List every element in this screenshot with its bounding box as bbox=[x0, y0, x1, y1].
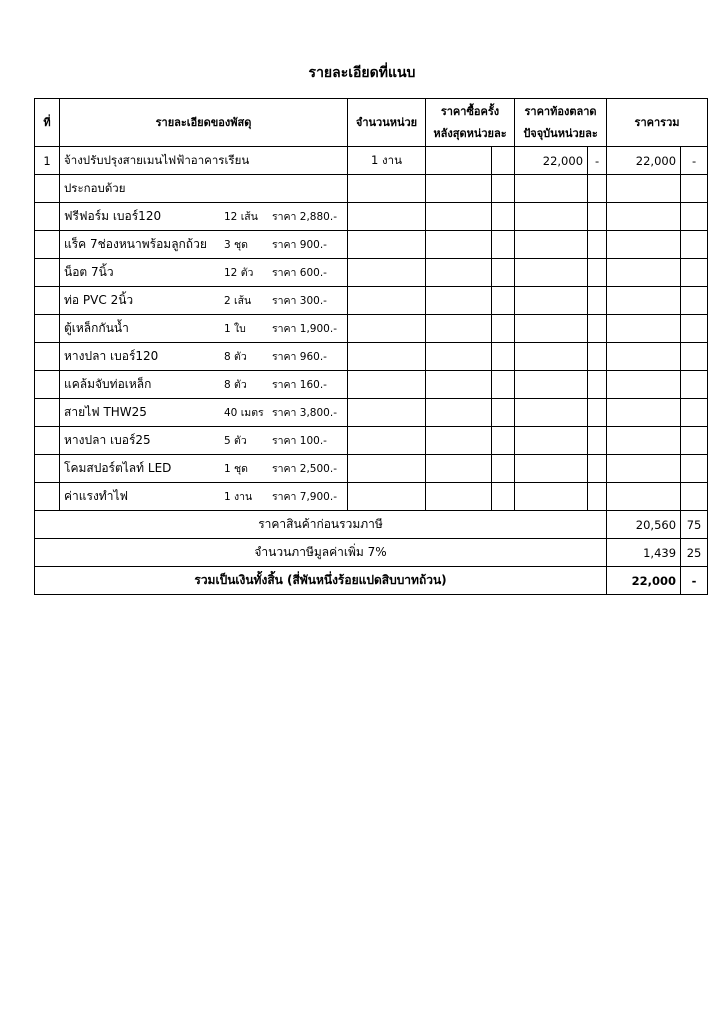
header-total: ราคารวม bbox=[607, 99, 708, 147]
component-price: ราคา 960.- bbox=[272, 351, 327, 363]
main-item-total-satang: - bbox=[681, 147, 708, 175]
component-row bbox=[35, 427, 708, 455]
component-qty: 1 ใบ bbox=[224, 323, 246, 335]
summary-satang: 75 bbox=[681, 511, 708, 539]
component-price: ราคา 300.- bbox=[272, 295, 327, 307]
items-table bbox=[34, 98, 708, 595]
summary-baht: 1,439 bbox=[607, 539, 681, 567]
component-price: ราคา 900.- bbox=[272, 239, 327, 251]
component-row bbox=[35, 315, 708, 343]
summary-row bbox=[35, 511, 708, 539]
component-qty: 2 เส้น bbox=[224, 295, 252, 307]
summary-row bbox=[35, 539, 708, 567]
component-qty: 3 ชุด bbox=[224, 239, 248, 251]
component-name: แคล้มจับท่อเหล็ก bbox=[64, 377, 152, 391]
component-name: หางปลา เบอร์25 bbox=[64, 433, 151, 447]
main-item-no: 1 bbox=[35, 147, 60, 175]
component-qty: 1 ชุด bbox=[224, 463, 248, 475]
header-item: รายละเอียดของพัสดุ bbox=[60, 99, 348, 147]
component-qty: 1 งาน bbox=[224, 491, 253, 503]
component-name: น็อต 7นิ้ว bbox=[64, 265, 114, 279]
main-item-market-price: 22,000 bbox=[515, 147, 588, 175]
document-title: รายละเอียดที่แนบ bbox=[308, 65, 416, 81]
header-market-price bbox=[515, 99, 607, 147]
component-name: ค่าแรงทำไฟ bbox=[64, 489, 128, 503]
header-last-price-line1: ราคาซื้อครั้ง bbox=[440, 104, 500, 118]
main-item-market-price-satang: - bbox=[588, 147, 607, 175]
component-qty: 8 ตัว bbox=[224, 351, 247, 363]
component-row bbox=[35, 231, 708, 259]
component-row bbox=[35, 343, 708, 371]
main-item-total: 22,000 bbox=[607, 147, 681, 175]
component-row bbox=[35, 259, 708, 287]
component-qty: 40 เมตร bbox=[224, 407, 264, 419]
main-item-description: จ้างปรับปรุงสายเมนไฟฟ้าอาคารเรียน bbox=[60, 147, 348, 175]
component-name: หางปลา เบอร์120 bbox=[64, 349, 159, 363]
header-last-price-line2: หลังสุดหน่วยละ bbox=[433, 126, 507, 140]
component-row bbox=[35, 371, 708, 399]
consists-of-row bbox=[35, 175, 708, 203]
header-no: ที่ bbox=[35, 99, 60, 147]
component-name: ฟรีฟอร์ม เบอร์120 bbox=[64, 209, 162, 223]
component-qty: 5 ตัว bbox=[224, 435, 247, 447]
component-price: ราคา 2,880.- bbox=[272, 211, 337, 223]
component-price: ราคา 600.- bbox=[272, 267, 327, 279]
header-unit: จำนวนหน่วย bbox=[348, 99, 426, 147]
component-row bbox=[35, 455, 708, 483]
component-price: ราคา 1,900.- bbox=[272, 323, 337, 335]
component-name: ท่อ PVC 2นิ้ว bbox=[64, 293, 134, 307]
component-row bbox=[35, 483, 708, 511]
summary-row bbox=[35, 567, 708, 595]
header-last-price bbox=[426, 99, 515, 147]
summary-label: จำนวนภาษีมูลค่าเพิ่ม 7% bbox=[35, 539, 607, 567]
component-name: แร็ค 7ช่องหนาพร้อมลูกถ้วย bbox=[64, 237, 207, 251]
component-price: ราคา 160.- bbox=[272, 379, 327, 391]
component-price: ราคา 7,900.- bbox=[272, 491, 337, 503]
header-market-price-line2: ปัจจุบันหน่วยละ bbox=[523, 126, 598, 140]
component-row bbox=[35, 287, 708, 315]
summary-baht: 20,560 bbox=[607, 511, 681, 539]
table-header-row bbox=[35, 99, 708, 147]
summary-label: ราคาสินค้าก่อนรวมภาษี bbox=[35, 511, 607, 539]
summary-satang: 25 bbox=[681, 539, 708, 567]
component-name: สายไฟ THW25 bbox=[64, 405, 147, 419]
component-price: ราคา 100.- bbox=[272, 435, 327, 447]
component-qty: 12 ตัว bbox=[224, 267, 254, 279]
main-item-row bbox=[35, 147, 708, 175]
component-name: โคมสปอร์ตไลท์ LED bbox=[64, 461, 172, 475]
component-row bbox=[35, 203, 708, 231]
header-market-price-line1: ราคาท้องตลาด bbox=[524, 104, 597, 118]
component-row bbox=[35, 399, 708, 427]
component-name: ตู้เหล็กกันน้ำ bbox=[64, 321, 129, 335]
component-price: ราคา 3,800.- bbox=[272, 407, 337, 419]
component-qty: 8 ตัว bbox=[224, 379, 247, 391]
component-price: ราคา 2,500.- bbox=[272, 463, 337, 475]
summary-baht: 22,000 bbox=[607, 567, 681, 595]
component-qty: 12 เส้น bbox=[224, 211, 258, 223]
main-item-unit: 1 งาน bbox=[348, 147, 426, 175]
consists-of-label: ประกอบด้วย bbox=[60, 175, 348, 203]
summary-label: รวมเป็นเงินทั้งสิ้น (สี่พันหนึ่งร้อยแปดสิบบาทถ้วน) bbox=[35, 567, 607, 595]
summary-satang: - bbox=[681, 567, 708, 595]
